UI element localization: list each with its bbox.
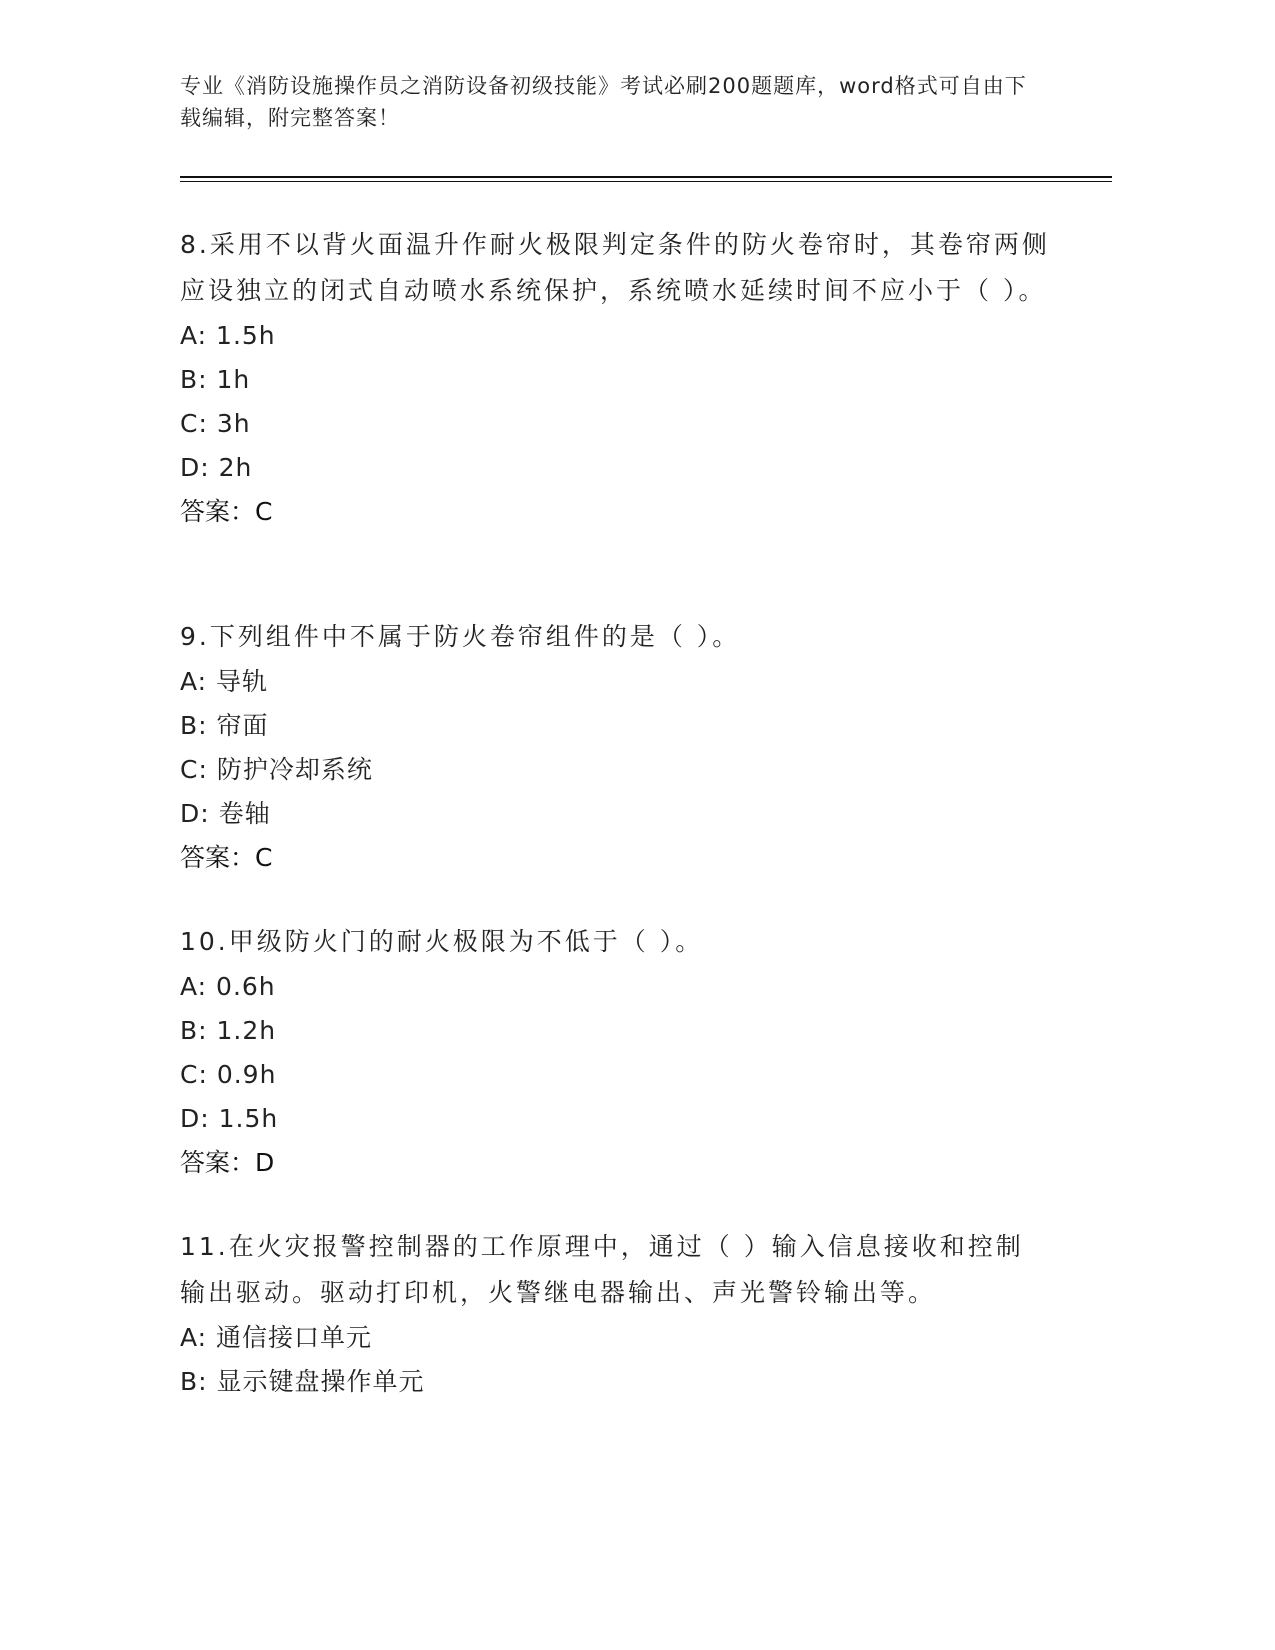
document-header: 专业《消防设施操作员之消防设备初级技能》考试必刷200题题库，word格式可自由下载编辑，附完整答案！ [180,74,1027,130]
option-b: B: 1.2h [180,1016,277,1045]
option-b: B: 显示键盘操作单元 [180,1367,425,1396]
option-d: D: 卷轴 [180,799,271,828]
answer-label: 答案：D [180,1148,275,1177]
question-stem: 9.下列组件中不属于防火卷帘组件的是（ ）。 [180,622,741,651]
option-a: A: 0.6h [180,972,276,1001]
question-9 [180,614,1050,880]
option-c: C: 3h [180,409,251,438]
option-b: B: 1h [180,365,251,394]
option-b: B: 帘面 [180,711,269,740]
option-a: A: 导轨 [180,667,269,696]
question-stem: 10.甲级防火门的耐火极限为不低于（ ）。 [180,927,704,956]
question-10 [180,919,1050,1185]
answer-label: 答案：C [180,497,273,526]
option-c: C: 0.9h [180,1060,277,1089]
option-d: D: 2h [180,453,253,482]
answer-label: 答案：C [180,843,273,872]
question-stem: 11.在火灾报警控制器的工作原理中，通过（ ）输入信息接收和控制输出驱动。驱动打印机，火警继电器输出、声光警铃输出等。 [180,1232,1024,1307]
question-11 [180,1224,1050,1404]
header-divider [180,176,1112,182]
option-a: A: 1.5h [180,321,276,350]
option-d: D: 1.5h [180,1104,279,1133]
option-c: C: 防护冷却系统 [180,755,373,784]
question-stem: 8.采用不以背火面温升作耐火极限判定条件的防火卷帘时，其卷帘两侧应设独立的闭式自动喷水系统保护，系统喷水延续时间不应小于（ ）。 [180,230,1050,305]
option-a: A: 通信接口单元 [180,1323,373,1352]
question-8 [180,222,1050,534]
